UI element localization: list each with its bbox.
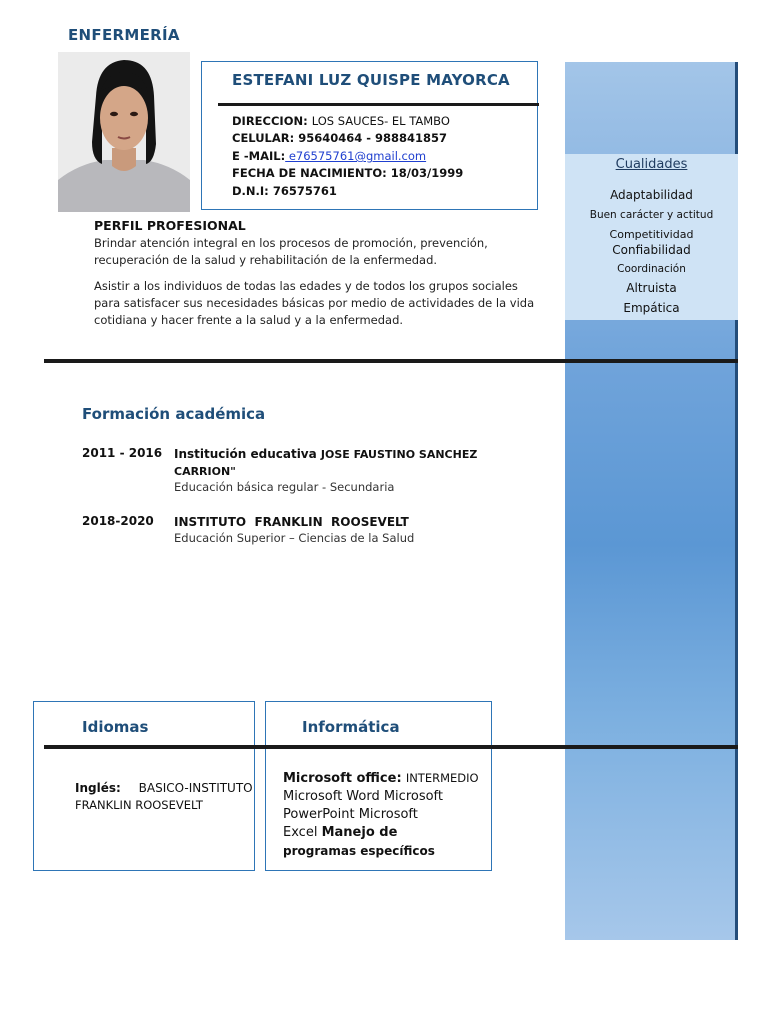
quality-item: Buen carácter y actitud — [589, 209, 714, 221]
profile-paragraph-2 — [94, 278, 534, 329]
institution-name-cont: CARRION" — [174, 465, 236, 478]
language-level-cont: FRANKLIN ROOSEVELT — [75, 798, 203, 812]
institution-prefix: Institución educativa — [174, 447, 317, 461]
languages-title: Idiomas — [82, 718, 149, 736]
education-description: Educación Superior – Ciencias de la Salud — [174, 531, 415, 545]
birth-line — [232, 166, 463, 180]
education-description: Educación básica regular - Secundaria — [174, 480, 395, 494]
profile-text-line: para satisfacer sus necesidades básicas por medio de actividades de la vida — [94, 296, 535, 310]
email-link[interactable]: e76575761@gmail.com — [285, 149, 427, 163]
birth-value: 18/03/1999 — [390, 166, 464, 180]
quality-item: Empática — [623, 301, 680, 315]
email-line — [232, 149, 426, 163]
section-divider — [44, 745, 738, 749]
quality-item: Coordinación — [617, 263, 686, 275]
education-institution: INSTITUTO FRANKLIN ROOSEVELT — [174, 515, 409, 529]
profile-paragraph-1 — [94, 235, 488, 269]
education-years: 2011 - 2016 — [82, 446, 163, 460]
quality-item: Confiabilidad — [612, 243, 691, 257]
language-level: BASICO-INSTITUTO — [138, 781, 253, 795]
address-value: LOS SAUCES- EL TAMBO — [311, 114, 450, 128]
dni-value: 76575761 — [272, 184, 337, 198]
profile-text-line: recuperación de la salud y rehabilitación de la enfermedad. — [94, 253, 438, 267]
languages-content: Inglés: BASICO-INSTITUTO FRANKLIN ROOSEVELT — [75, 781, 253, 812]
it-line: Microsoft Word Microsoft — [283, 789, 443, 804]
it-content: Microsoft office: INTERMEDIO Microsoft Word Microsoft PowerPoint Microsoft Excel Manejo de programas específicos — [283, 769, 488, 860]
dni-line — [232, 184, 337, 198]
name-divider — [218, 103, 539, 106]
institution-name: JOSE FAUSTINO SANCHEZ — [320, 448, 478, 461]
profile-text-line: Brindar atención integral en los procesos de promoción, prevención, — [94, 236, 488, 250]
it-line: programas específicos — [283, 844, 435, 858]
quality-item: Altruista — [626, 281, 677, 295]
it-line-bold: Manejo de — [321, 825, 398, 840]
contact-box — [201, 61, 538, 210]
phone-label: CELULAR: — [232, 131, 295, 145]
quality-item: Adaptabilidad — [610, 188, 693, 202]
it-title: Informática — [302, 718, 400, 736]
profile-text-line: Asistir a los individuos de todas las edades y de todos los grupos sociales — [94, 279, 518, 293]
document-title: ENFERMERÍA — [68, 26, 180, 44]
education-institution — [174, 446, 477, 480]
profile-photo — [58, 52, 190, 212]
address-line — [232, 114, 450, 128]
it-line-prefix: Excel — [283, 825, 318, 840]
office-level: INTERMEDIO — [405, 771, 479, 785]
email-label: E -MAIL: — [232, 149, 286, 163]
phone-line — [232, 131, 447, 145]
portrait-image — [58, 52, 190, 212]
it-line: PowerPoint Microsoft — [283, 807, 418, 822]
address-label: DIRECCION: — [232, 114, 308, 128]
phone-value: 95640464 - 988841857 — [298, 131, 448, 145]
office-label: Microsoft office — [283, 771, 397, 786]
qualities-panel — [565, 154, 738, 320]
birth-label: FECHA DE NACIMIENTO: — [232, 166, 387, 180]
education-years: 2018-2020 — [82, 514, 154, 528]
candidate-name: ESTEFANI LUZ QUISPE MAYORCA — [232, 71, 510, 89]
profile-title: PERFIL PROFESIONAL — [94, 218, 246, 233]
language-name: Inglés — [75, 781, 116, 795]
education-title: Formación académica — [82, 405, 266, 423]
profile-text-line: cotidiana y hacer frente a la salud y a la enfermedad. — [94, 313, 404, 327]
qualities-title: Cualidades — [615, 157, 688, 172]
quality-item: Competitividad — [609, 228, 694, 241]
dni-label: D.N.I: — [232, 184, 269, 198]
section-divider — [44, 359, 738, 363]
